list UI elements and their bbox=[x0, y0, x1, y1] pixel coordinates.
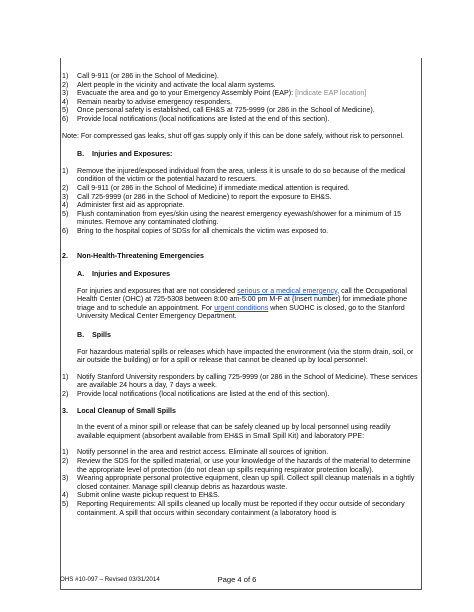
list-item bbox=[62, 448, 418, 457]
list-item bbox=[62, 106, 418, 115]
list-number: 2) bbox=[62, 183, 69, 192]
list-item bbox=[62, 193, 418, 202]
document-id: OHS #10-097 – Revised 03/31/2014 bbox=[60, 576, 160, 583]
list-item bbox=[62, 167, 418, 184]
subsection-heading bbox=[77, 270, 418, 279]
list-item bbox=[62, 98, 418, 107]
urgent-conditions-link[interactable]: urgent conditions bbox=[214, 303, 269, 312]
injuries-list bbox=[62, 167, 418, 236]
section-number: 2. bbox=[62, 251, 68, 260]
section-number: 3. bbox=[62, 406, 68, 415]
list-text: Call 9-911 (or 286 in the School of Medicine) if immediate medical attention is required. bbox=[77, 183, 350, 192]
list-number: 2) bbox=[62, 457, 69, 465]
list-item bbox=[62, 457, 418, 474]
subsection-title: Spills bbox=[92, 331, 111, 340]
list-text: Provide local notifications (local notifications are listed at the end of this section). bbox=[77, 390, 330, 399]
compressed-gas-note: Note: For compressed gas leaks, shut off gas supply only if this can be done safely, without risk to personnel. bbox=[62, 131, 404, 140]
list-item bbox=[62, 115, 418, 124]
top-list bbox=[62, 72, 418, 124]
list-item bbox=[62, 72, 418, 81]
list-item bbox=[62, 491, 418, 500]
list-item bbox=[62, 184, 418, 193]
list-number: 5) bbox=[62, 106, 69, 115]
list-item bbox=[62, 201, 418, 210]
paragraph-text: For injuries and exposures that are not considered bbox=[77, 286, 238, 295]
list-number: 1) bbox=[62, 448, 69, 457]
list-text: Remove the injured/exposed individual from the area, unless it is unsafe to do so because of the medical condition of the victim or the potential hazard to rescuers. bbox=[77, 166, 406, 184]
list-text: Bring to the hospital copies of SDSs for all chemicals the victim was exposed to. bbox=[77, 226, 329, 235]
list-item bbox=[62, 227, 418, 236]
section-title: Non-Health-Threatening Emergencies bbox=[77, 251, 204, 260]
paragraph-text: , call the Occupational Health Center (OHC) at 725-5308 between 8:00 am-5:00 pm M-F at {Insert number} for immediate phone triage and to schedule an appointment. For bbox=[77, 286, 408, 312]
list-text: Administer first aid as appropriate. bbox=[77, 201, 185, 210]
list-text: Remain nearby to advise emergency responders. bbox=[77, 97, 232, 106]
list-number: 4) bbox=[62, 97, 69, 106]
subsection-letter: B. bbox=[77, 150, 85, 159]
spills-list bbox=[62, 373, 418, 399]
list-text: Flush contamination from eyes/skin using the nearest emergency eyewash/shower for a minimum of 15 minutes. Remove any contaminated clothing. bbox=[77, 209, 402, 227]
document-body bbox=[62, 72, 418, 517]
spills-paragraph: For hazardous material spills or releases which have impacted the environment (via the storm drain, soil, or air outside the building) or for a spill or release that cannot be cleaned up by local personnel: bbox=[77, 347, 414, 365]
list-text: Notify personnel in the area and restrict access. Eliminate all sources of ignition. bbox=[77, 448, 329, 457]
list-item bbox=[62, 89, 418, 98]
paragraph-text: when SUOHC is closed, go to the Stanford University Medical Center Emergency Department. bbox=[77, 303, 405, 321]
list-item bbox=[62, 474, 418, 491]
list-item bbox=[62, 81, 418, 90]
list-number: 2) bbox=[62, 80, 69, 89]
subsection-title: Injuries and Exposures bbox=[92, 270, 171, 279]
list-item bbox=[62, 210, 418, 227]
list-text: Reporting Requirements: All spills cleaned up locally must be reported if they occur outside of secondary containment. A spill that occurs within secondary containment (a laboratory hood is bbox=[77, 499, 405, 517]
serious-emergency-link[interactable]: serious or a medical emergency bbox=[237, 286, 338, 295]
eap-placeholder: [Indicate EAP location] bbox=[295, 89, 367, 98]
subsection-title: Injuries and Exposures: bbox=[92, 150, 173, 159]
list-number: 2) bbox=[62, 390, 69, 399]
list-text: Call 9-911 (or 286 in the School of Medicine). bbox=[77, 72, 219, 80]
list-text: Submit online waste pickup request to EH&S. bbox=[77, 491, 220, 500]
list-item bbox=[62, 373, 418, 390]
subsection-heading bbox=[77, 331, 418, 340]
list-text: Once personal safety is established, call EH&S at 725-9999 (or 286 in the School of Medicine). bbox=[77, 106, 375, 115]
cleanup-paragraph: In the event of a minor spill or release that can be safely cleaned up by local personnel using readily available equipment (absorbent available from EH&S in Small Spill Kit) and laboratory PPE: bbox=[77, 423, 391, 440]
list-number: 3) bbox=[62, 192, 69, 201]
list-text: Review the SDS for the spilled material, or use your knowledge of the hazards of the material to determine the appropriate level of protection (do not clean up spills requiring respirator protection locally). bbox=[77, 457, 411, 474]
list-text: Evacuate the area and go to your Emergency Assembly Point (EAP): bbox=[77, 89, 296, 98]
injuries-paragraph bbox=[77, 287, 418, 321]
subsection-letter: A. bbox=[77, 270, 85, 279]
list-number: 6) bbox=[62, 226, 69, 235]
list-number: 1) bbox=[62, 72, 69, 80]
list-number: 3) bbox=[62, 89, 69, 98]
page-number: Page 4 of 6 bbox=[217, 575, 257, 584]
list-text: Notify Stanford University responders by calling 725-9999 (or 286 in the School of Medicine). These services are available 24 hours a day, 7 days a week. bbox=[77, 372, 418, 390]
subsection-letter: B. bbox=[77, 331, 85, 340]
list-number: 5) bbox=[62, 209, 69, 218]
list-number: 1) bbox=[62, 166, 69, 175]
list-number: 1) bbox=[62, 372, 69, 381]
cleanup-list bbox=[62, 448, 418, 517]
section-title: Local Cleanup of Small Spills bbox=[77, 406, 176, 415]
list-number: 4) bbox=[62, 491, 69, 500]
list-item bbox=[62, 500, 418, 517]
list-item bbox=[62, 390, 418, 399]
list-text: Call 725-9999 (or 286 in the School of Medicine) to report the exposure to EH&S. bbox=[77, 192, 332, 201]
subsection-heading bbox=[77, 150, 418, 159]
list-text: Alert people in the vicinity and activate the local alarm systems. bbox=[77, 80, 276, 89]
list-text: Wearing appropriate personal protective equipment, clean up spill. Collect spill cleanup materials in a tightly closed container. Manage spill cleanup debris as hazardous waste. bbox=[77, 474, 415, 491]
list-number: 3) bbox=[62, 474, 69, 483]
list-number: 6) bbox=[62, 114, 69, 123]
list-number: 5) bbox=[62, 499, 69, 508]
section-heading bbox=[62, 407, 418, 416]
list-text: Provide local notifications (local notifications are listed at the end of this section). bbox=[77, 114, 330, 123]
section-heading bbox=[62, 252, 418, 261]
list-number: 4) bbox=[62, 201, 69, 210]
